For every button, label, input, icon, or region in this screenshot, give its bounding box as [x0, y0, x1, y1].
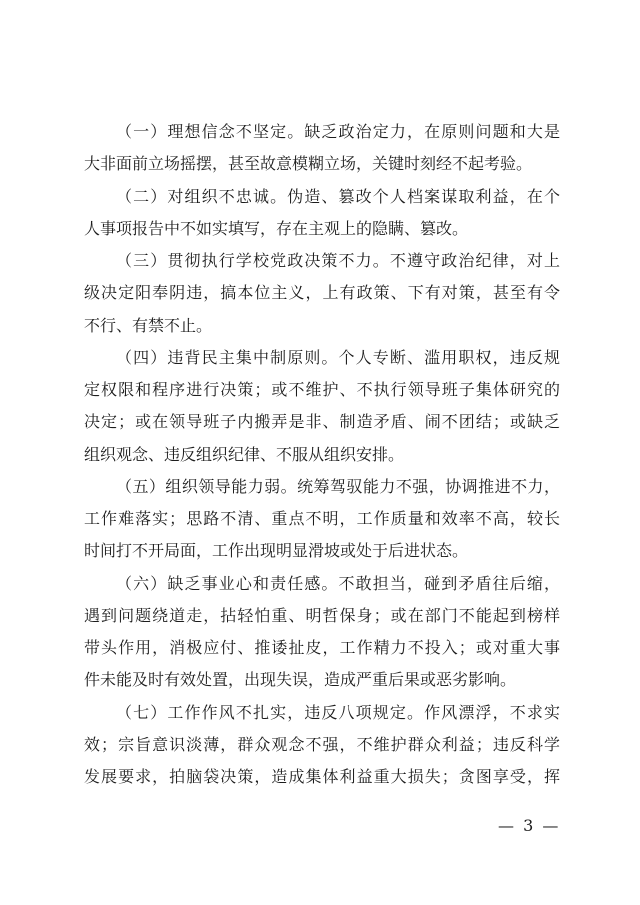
text-line: （六）缺乏事业心和责任感。不敢担当，碰到矛盾往后缩，	[116, 573, 560, 593]
text-line: 工作难落实；思路不清、重点不明，工作质量和效率不高，较长	[84, 509, 560, 528]
paragraph-1	[84, 116, 560, 181]
text-line: 大非面前立场摇摆，甚至故意模糊立场，关键时刻经不起考验。	[84, 154, 533, 174]
paragraph-2	[84, 181, 560, 246]
text-line: （七）工作作风不扎实，违反八项规定。作风漂浮，不求实	[116, 702, 560, 722]
text-line: （二）对组织不忠诚。伪造、篡改个人档案谋取利益，在个	[116, 186, 560, 206]
text-line: 时间打不开局面，工作出现明显滑坡或处于后进状态。	[84, 541, 469, 561]
text-line: 发展要求，拍脑袋决策，造成集体利益重大损失；贪图享受，挥	[84, 767, 560, 786]
text-line: 级决定阳奉阴违，搞本位主义，上有政策、下有对策，甚至有令	[84, 283, 560, 303]
text-line: 人事项报告中不如实填写，存在主观上的隐瞒、篡改。	[84, 218, 469, 238]
paragraph-5	[84, 471, 560, 568]
document-body	[84, 116, 560, 793]
text-line: （一）理想信念不坚定。缺乏政治定力，在原则问题和大是	[116, 122, 560, 141]
text-line: 带头作用，消极应付、推诿扯皮，工作精力不投入；或对重大事	[84, 638, 560, 657]
paragraph-4	[84, 342, 560, 471]
text-line: 不行、有禁不止。	[84, 315, 213, 335]
paragraph-3	[84, 245, 560, 342]
text-line: 决定；或在领导班子内搬弄是非、制造矛盾、闹不团结；或缺乏	[84, 412, 560, 432]
text-line: 效；宗旨意识淡薄，群众观念不强，不维护群众利益；违反科学	[84, 734, 560, 754]
page-number: — 3 —	[498, 816, 561, 835]
text-line: 件未能及时有效处置，出现失误，造成严重后果或恶劣影响。	[84, 670, 517, 690]
paragraph-6	[84, 568, 560, 697]
text-line: （三）贯彻执行学校党政决策不力。不遵守政治纪律，对上	[116, 251, 560, 270]
text-line: 组织观念、违反组织纪律、不服从组织安排。	[84, 444, 405, 464]
text-line: （五）组织领导能力弱。统筹驾驭能力不强，协调推进不力，	[116, 476, 560, 496]
text-line: （四）违背民主集中制原则。个人专断、滥用职权，违反规	[116, 347, 560, 367]
text-line: 遇到问题绕道走，拈轻怕重、明哲保身；或在部门不能起到榜样	[84, 605, 560, 625]
paragraph-7	[84, 697, 560, 794]
text-line: 定权限和程序进行决策；或不维护、不执行领导班子集体研究的	[84, 380, 560, 399]
